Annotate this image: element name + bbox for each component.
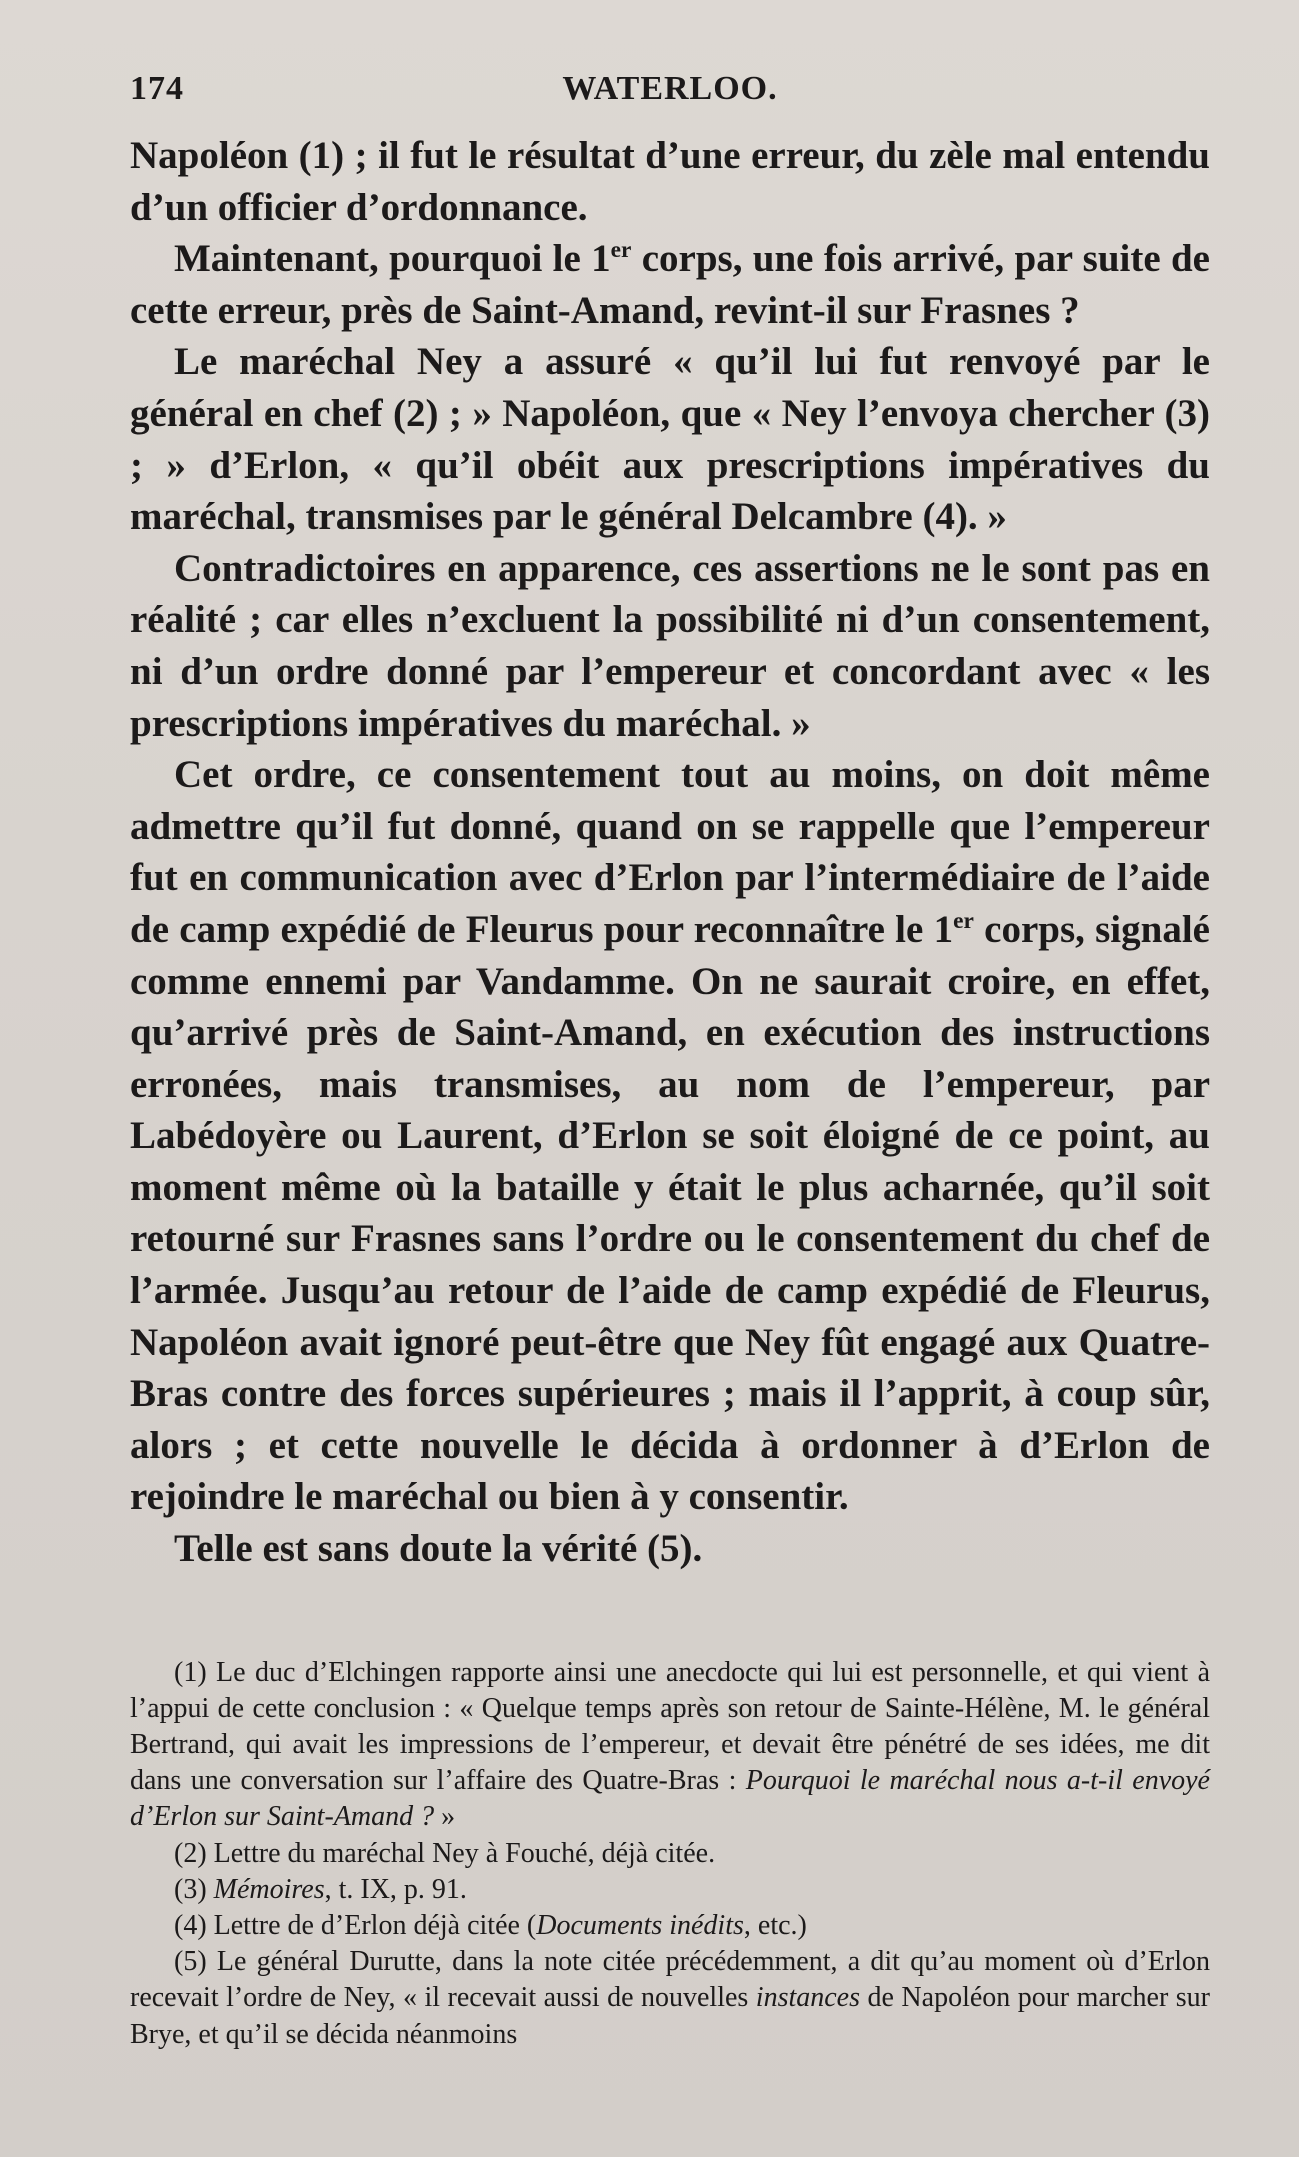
main-text <box>130 130 1210 1575</box>
footnote-4: (4) Lettre de d’Erlon déjà citée (Documents inédits, etc.) <box>174 1910 807 1942</box>
book-page <box>130 70 1210 2053</box>
footnotes <box>130 1655 1210 2053</box>
paragraph-5: Cet ordre, ce consentement tout au moins, on doit même admettre qu’il fut donné, quand on se rappelle que l’empereur fut en communication avec d’Erlon par l’intermédiaire de l’aide de camp expédié de Fleurus pour reconnaître le 1er corps, signalé comme ennemi par Vandamme. On ne saurait croire, en effet, qu’arrivé près de Saint-Amand, en exécution des instructions erronées, mais transmises, au nom de l’empereur, par Labédoyère ou Laurent, d’Erlon se soit éloigné de ce point, au moment même où la bataille y était le plus acharnée, qu’il soit retourné sur Frasnes sans l’ordre ou le consentement du chef de l’armée. Jusqu’au retour de l’aide de camp expédié de Fleurus, Napoléon avait ignoré peut-être que Ney fût engagé aux Quatre-Bras contre des forces supérieures ; mais il l’apprit, à coup sûr, alors ; et cette nouvelle le décida à ordonner à d’Erlon de rejoindre le maréchal ou bien à y consentir. <box>130 753 1210 1519</box>
footnote-1: (1) Le duc d’Elchingen rapporte ainsi une anecdocte qui lui est personnelle, et qui vient à l’appui de cette conclusion : « Quelque temps après son retour de Sainte-Hélène, M. le général Bertrand, qui avait les impressions de l’empereur, et devait être pénétré de ses idées, me dit dans une conversation sur l’affaire des Quatre-Bras : Pourquoi le maréchal nous a-t-il envoyé d’Erlon sur Saint-Amand ? » <box>130 1656 1210 1833</box>
running-header <box>130 70 1210 122</box>
paragraph-6: Telle est sans doute la vérité (5). <box>174 1527 703 1571</box>
paragraph-3: Le maréchal Ney a assuré « qu’il lui fut renvoyé par le général en chef (2) ; » Napoléon, que « Ney l’envoya chercher (3) ; » d’Erlon, « qu’il obéit aux prescriptions impératives du maréchal, transmises par le général Delcambre (4). » <box>130 340 1210 539</box>
footnote-2: (2) Lettre du maréchal Ney à Fouché, déjà citée. <box>174 1837 716 1869</box>
running-title: WATERLOO. <box>562 70 778 107</box>
paragraph-2: Maintenant, pourquoi le 1er corps, une fois arrivé, par suite de cette erreur, près de Saint-Amand, revint-il sur Frasnes ? <box>130 237 1210 332</box>
footnote-3: (3) Mémoires, t. IX, p. 91. <box>174 1873 467 1905</box>
paragraph-1: Napoléon (1) ; il fut le résultat d’une erreur, du zèle mal entendu d’un officier d’ordonnance. <box>130 134 1210 229</box>
page-number: 174 <box>130 70 184 107</box>
paragraph-4: Contradictoires en apparence, ces assertions ne le sont pas en réalité ; car elles n’excluent la possibilité ni d’un consentement, ni d’un ordre donné par l’empereur et concordant avec « les prescriptions impératives du maréchal. » <box>130 546 1210 745</box>
footnote-5: (5) Le général Durutte, dans la note citée précédemment, a dit qu’au moment où d’Erlon recevait l’ordre de Ney, « il recevait aussi de nouvelles instances de Napoléon pour marcher sur Brye, et qu’il se décida néanmoins <box>130 1946 1210 2050</box>
